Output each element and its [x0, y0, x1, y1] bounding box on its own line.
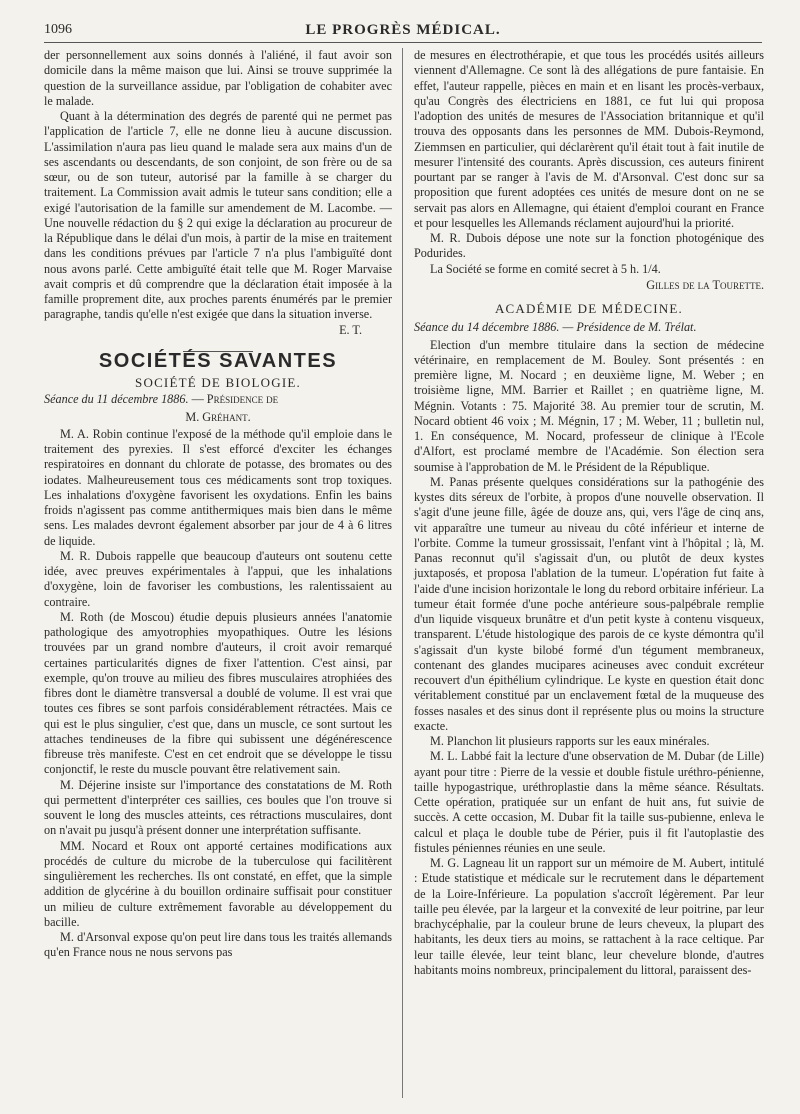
paragraph: M. L. Labbé fait la lecture d'une observation de M. Dubar (de Lille) ayant pour titre : Pierre de la vessie et double fistule uréthro-pénienne, taille hypogastrique, uréthroplastie dans la même séance. Résultats. Cette opération, pratiquée sur un enfant de huit ans, fut suivie de succès. A cette occasion, M. Dubar fit la taille sus-pubienne, enleva le calcul et plaça le double tube de Périer, puis il fit l'autoplastie des fistules péniennes réunies en une seule. [414, 749, 764, 855]
ornament-divider [44, 344, 392, 350]
seance-date: Séance du 11 décembre 1886. [44, 392, 189, 407]
page-number: 1096 [44, 22, 72, 37]
paragraph: M. Roth (de Moscou) étudie depuis plusieurs années l'anatomie pathologique des amyotrophies myopathiques. Outre les lésions trouvées par un grand nombre d'auteurs, il croit avoir remarqué certaines particularités dignes de fixer l'attention. C'est ainsi, par exemple, qu'on trouve au milieu des fibres musculaires atrophiées des fibres dont le diamètre transversal a doublé de volume. Il est vrai que toutes ces fibres se sont parfois considérablement rétractées. Mais ce qui est le plus singulier, c'est que, dans un muscle, ce sont surtout les attaches tendineuses de la fibre qui subissent une dégénérescence fibreuse très manifeste. C'est en cet endroit que se développe le tissu conjonctif, le reste du muscle pouvant être relativement sain. [44, 609, 392, 777]
paragraph: M. G. Lagneau lit un rapport sur un mémoire de M. Aubert, intitulé : Etude statistique et médicale sur le recrutement dans le département de la Loire-Inférieure. La population s'accroît légèrement. Par leur taille peu élevée, par la largeur et la convexité de leur poitrine, par leur brachycéphalie, par la couleur brune de leurs cheveux, la plupart des habitants, les deux tiers au moins, se rattachent à la race celtique. Par leur taille élevée, leur teint blanc, leur chevelure blonde, d'autres habitants moins nombreux, principalement du littoral, paraissent des- [414, 856, 764, 977]
paragraph: M. Planchon lit plusieurs rapports sur les eaux minérales. [430, 734, 710, 748]
signature: E. T. [339, 322, 362, 337]
paragraph: M. d'Arsonval expose qu'on peut lire dans tous les traités allemands qu'en France nous ne nous servons pas [44, 930, 392, 960]
left-column [44, 48, 392, 961]
paragraph: der personnellement aux soins donnés à l'aliéné, il faut avoir son domicile dans la même maison que lui. Ainsi se trouve supprimée la question de la surveillance assidue, par l'obligation de cohabiter avec le malade. [44, 48, 392, 108]
paragraph: M. Déjerine insiste sur l'importance des constatations de M. Roth qui permettent d'interpréter ces saillies, ces boules que l'on trouve si souvent le long des muscles atteints, ces rétractions musculaires, dont on n'avait pu jusqu'à présent donner une interprétation suffisante. [44, 777, 392, 838]
signature: Gilles de la Tourette. [646, 277, 764, 292]
section-title: SOCIÉTÉS SAVANTES [98, 349, 338, 372]
paragraph: M. R. Dubois rappelle que beaucoup d'auteurs ont soutenu cette idée, avec preuves expérimentales à l'appui, que les inhalations d'oxygène, loin de favoriser les combustions, les ralentissaient au contraire. [44, 548, 392, 609]
right-column [414, 48, 764, 978]
seance-presidence: — Présidence de [191, 392, 279, 407]
journal-title: LE PROGRÈS MÉDICAL. [305, 22, 501, 38]
page-header [44, 20, 762, 43]
column-divider [402, 48, 403, 1098]
society-title: SOCIÉTÉ DE BIOLOGIE. [135, 375, 301, 390]
paragraph: Quant à la détermination des degrés de parenté qui ne permet pas l'application de l'article 7, elle ne donne lieu à aucune discussion. L'assimilation n'aura pas lieu quand le malade sera aux mains d'un de ses ascendants ou descendants, de son conjoint, de son frère ou de sa sœur, ou de son tuteur, autorisé par la famille à se charger du traitement. La Commission avait admis le tuteur sans condition; elle a exigé l'autorisation de la famille sur amendement de M. Lacombe. — Une nouvelle rédaction du § 2 qui exige la déclaration au procureur de la République dans le délai d'un mois, à partir de la mise en traitement dans les conditions prévues par l'article 7 n'a plus l'ambiguïté dont nous avons parlé. Cette ambiguïté était telle que M. Roger Marvaise avait compris et dû comprendre que la déclaration était imposée à la famille proprement dite, aux proches parents énumérés par le premier paragraphe, tandis qu'elle n'est exigée que dans la situation inverse. [44, 109, 392, 322]
paragraph: Election d'un membre titulaire dans la section de médecine vétérinaire, en remplacement de M. Bouley. Sont présentés : en première ligne, M. Nocard ; en deuxième ligne, M. Weber ; en troisième ligne, MM. Barrier et Raillet ; en quatrième ligne, M. Mégnin. Votants : 75. Majorité 38. Au premier tour de scrutin, M. Nocard obtient 46 voix ; M. Mégnin, 17 ; M. Weber, 11 ; bulletin nul, 1. En conséquence, M. Nocard, professeur de clinique à l'Ecole d'Alfort, est proclamé membre de l'Académie. Son élection sera soumise à l'approbation de M. le Président de la République. [414, 337, 764, 474]
academy-title: ACADÉMIE DE MÉDECINE. [494, 301, 684, 316]
seance-line: Séance du 14 décembre 1886. — Présidence de M. Trélat. [414, 320, 697, 335]
paragraph: M. R. Dubois dépose une note sur la fonction photogénique des Podurides. [414, 231, 764, 261]
paragraph: La Société se forme en comité secret à 5 h. 1/4. [430, 261, 661, 276]
paragraph: de mesures en électrothérapie, et que tous les procédés usités ailleurs viennent d'Allemagne. Ce sont là des allégations de pure fantaisie. En effet, l'auteur rappelle, pièces en main et en lisant les procès-verbaux, qu'au Congrès des électriciens en 1881, ce fut lui qui proposa l'adoption des unités de mesures de l'Association britannique et qu'il trouva des opposants dans les personnes de MM. Dubois-Reymond, Ziemmsen en particulier, qui déclarèrent qu'il était tout à fait inutile de mesurer l'intensité des courants. Après discussion, ces auteurs finirent pourtant par se ranger à l'avis de M. d'Arsonval. C'est donc sur sa proposition que furent adoptées ces unités de mesure dont on ne se servait pas alors en Allemagne, qui étaient d'emploi courant en France et pour lesquelles les Allemands réclament aujourd'hui la priorité. [414, 48, 764, 230]
paragraph: M. A. Robin continue l'exposé de la méthode qu'il emploie dans le traitement des pyrexies. Il s'est efforcé d'exciter les échanges respiratoires en donnant du chlorate de potasse, des bromates ou des iodates. Malheureusement tous ces médicaments sont trop toxiques. Les inhalations d'oxygène favorisent les oxydations. Enfin les bains froids n'agissent pas comme antithermiques mais bien dans le même sens. Les malades devront également absorber par jour de 4 à 6 litres de liquide. [44, 426, 392, 548]
paragraph: MM. Nocard et Roux ont apporté certaines modifications aux procédés de culture du microbe de la tuberculose qui facilitèrent singulièrement les recherches. Ils ont constaté, en effet, que la simple addition de glycérine à du bouillon ordinaire suffisait pour constituer un milieu de culture extrêmement favorable au développement du bacille. [44, 838, 392, 929]
seance-line [44, 392, 392, 407]
seance-president: M. Gréhant. [185, 409, 251, 424]
paragraph: M. Panas présente quelques considérations sur la pathogénie des kystes dits séreux de l'orbite, à propos d'une nouvelle observation. Il s'agit d'une jeune fille, âgée de douze ans, qui, vers l'âge de cinq ans, vit apparaître une tumeur au niveau du côté inférieur et interne de l'orbite. Comme la tumeur grossissait, l'enfant vint à l'hôpital ; là, M. Panas reconnut qu'il s'agissait d'un, ou plutôt de deux kystes juxtaposés, et proposa l'ablation de la tumeur. L'opération fut faite à l'aide d'une incision horizontale le long du rebord orbitaire inférieur. La tumeur était formée d'une poche antérieure sous-palpébrale remplie d'un liquide visqueux brunâtre et d'un petit kyste à contenu visqueux, transparent. L'étude histologique des parois de ce kyste démontra qu'il s'agissait d'un kyste bilobé formé d'un tégument membraneux, contenant des glandes mucipares acineuses avec conduit excréteur recouvert d'un épithélium cylindrique. Le kyste en question était donc véritablement constitué par un enclavement fœtal de la muqueuse des fosses nasales et des sinus dont il représente plus ou moins la structure exacte. [414, 474, 764, 733]
